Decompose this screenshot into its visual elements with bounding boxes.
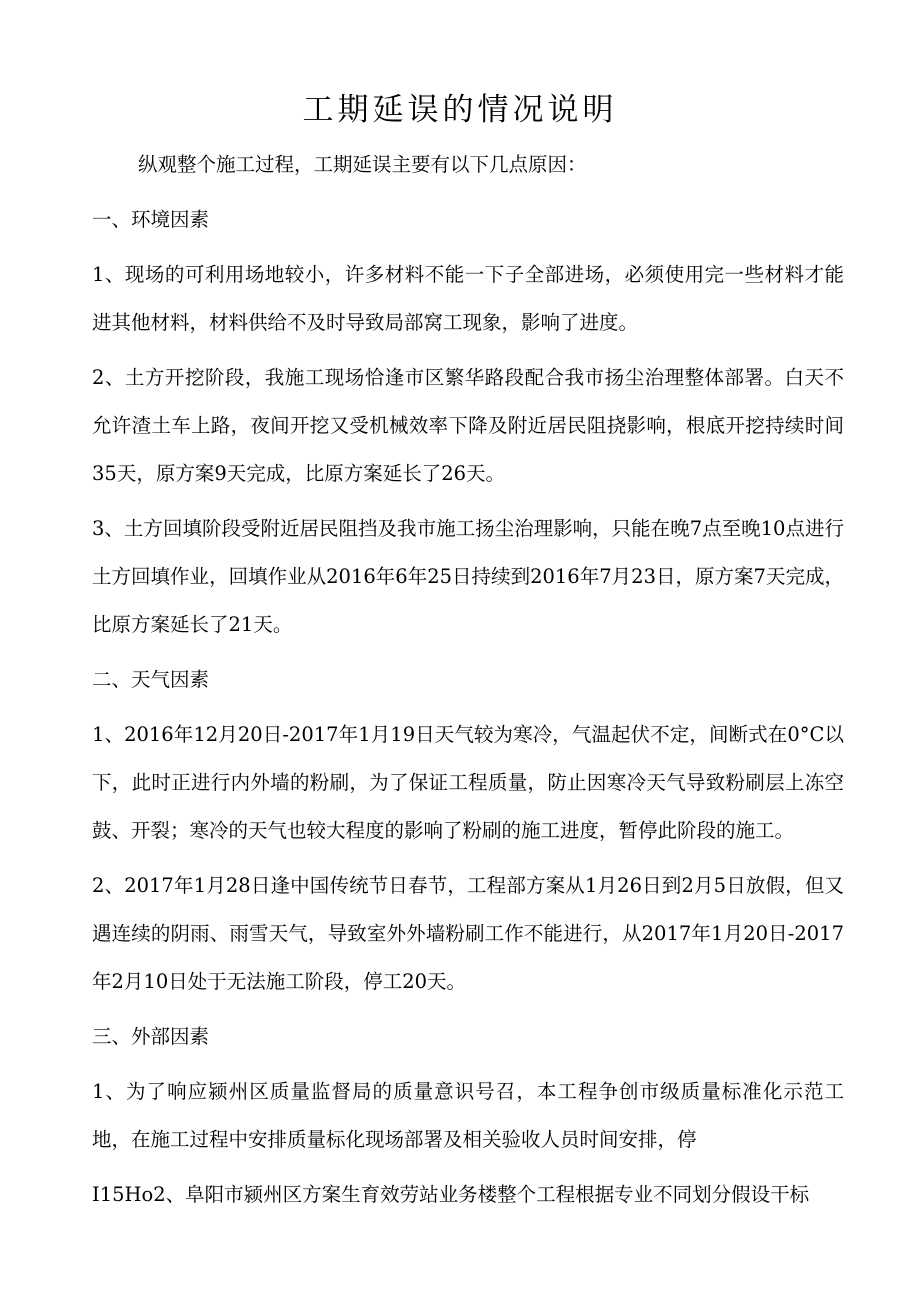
document-body bbox=[92, 141, 844, 1219]
section-heading-external: 三、外部因素 bbox=[92, 1025, 210, 1048]
paragraph-weather-1: 1、2016年12月20日-2017年1月19日天气较为寒冷，气温起伏不定，间断式在0°C以下，此时正进行内外墙的粉刷，为了保证工程质量，防止因寒冷天气导致粉刷层上冻空鼓、开裂；寒冷的天气也较大程度的影响了粉刷的施工进度，暂停此阶段的施工。 bbox=[92, 723, 844, 842]
paragraph-external-2: I15Ho2、阜阳市颍州区方案生育效劳站业务楼整个工程根据专业不同划分假设干标 bbox=[92, 1183, 810, 1206]
paragraph-environment-3: 3、土方回填阶段受附近居民阻挡及我市施工扬尘治理影响，只能在晚7点至晚10点进行土方回填作业，回填作业从2016年6年25日持续到2016年7月23日，原方案7天完成，比原方案延长了21天。 bbox=[92, 517, 844, 636]
section-heading-environment: 一、环境因素 bbox=[92, 208, 210, 231]
paragraph-external-1: 1、为了响应颍州区质量监督局的质量意识号召，本工程争创市级质量标准化示范工地，在施工过程中安排质量标化现场部署及相关验收人员时间安排，停 bbox=[92, 1080, 844, 1151]
intro-paragraph: 纵观整个施工过程，工期延误主要有以下几点原因： bbox=[138, 153, 587, 176]
document-title: 工期延误的情况说明 bbox=[302, 92, 618, 128]
paragraph-weather-2: 2、2017年1月28日逢中国传统节日春节，工程部方案从1月26日到2月5日放假，但又遇连续的阴雨、雨雪天气，导致室外外墙粉刷工作不能进行，从2017年1月20日-2017年2月10日处于无法施工阶段，停工20天。 bbox=[92, 874, 844, 993]
paragraph-environment-2: 2、土方开挖阶段，我施工现场恰逢市区繁华路段配合我市扬尘治理整体部署。白天不允许渣土车上路，夜间开挖又受机械效率下降及附近居民阻挠影响，根底开挖持续时间35天，原方案9天完成，比原方案延长了26天。 bbox=[92, 366, 844, 485]
paragraph-environment-1: 1、现场的可利用场地较小，许多材料不能一下子全部进场，必须使用完一些材料才能进其他材料，材料供给不及时导致局部窝工现象，影响了进度。 bbox=[92, 263, 844, 334]
section-heading-weather: 二、天气因素 bbox=[92, 668, 210, 691]
